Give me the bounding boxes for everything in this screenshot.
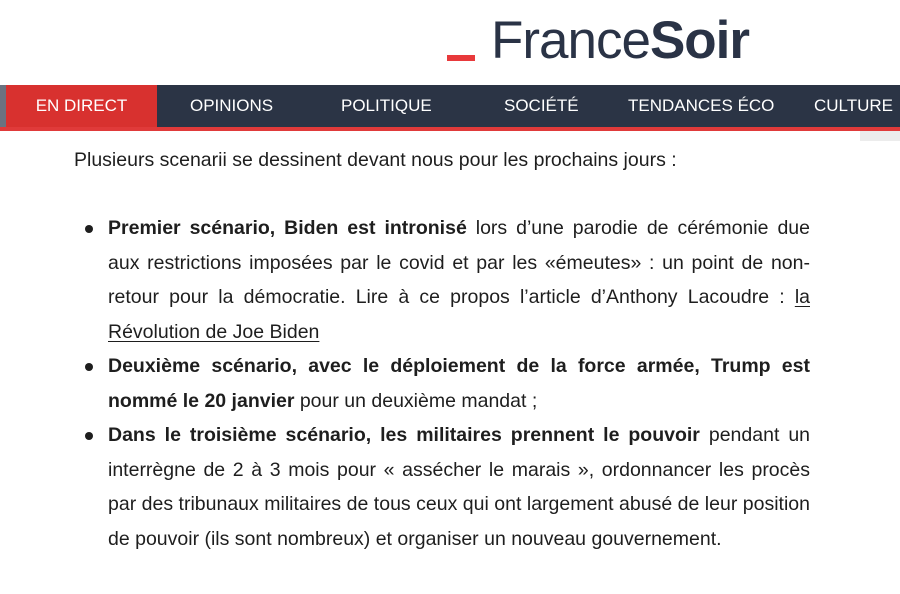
- nav-item-opinions[interactable]: OPINIONS: [190, 96, 274, 115]
- list-item: [74, 349, 810, 418]
- scenario-list: [74, 211, 810, 556]
- nav-item-culture[interactable]: CULTURE: [814, 96, 894, 115]
- scenario-3-title: Dans le troisième scénario, les militaires prennent le pouvoir: [108, 424, 700, 446]
- main-nav: [0, 85, 900, 131]
- bullet-icon: [85, 432, 93, 440]
- bullet-icon: [85, 225, 93, 233]
- scenario-2-text: pour un deuxième mandat ;: [294, 389, 538, 412]
- nav-item-en-direct[interactable]: EN DIRECT: [6, 85, 157, 127]
- article-link[interactable]: la Révolution de Joe Biden: [108, 286, 810, 343]
- francesoir-logo[interactable]: [447, 6, 749, 72]
- logo-text-france: France: [491, 11, 650, 70]
- scroll-tab: [860, 131, 900, 141]
- article-body: [74, 143, 810, 556]
- article-intro: Plusieurs scenarii se dessinent devant nous pour les prochains jours :: [74, 149, 677, 171]
- nav-item-tendances-eco[interactable]: TENDANCES ÉCO: [628, 96, 775, 115]
- nav-item-societe[interactable]: SOCIÉTÉ: [504, 96, 579, 115]
- nav-item-politique[interactable]: POLITIQUE: [341, 96, 432, 115]
- scenario-3-text: pendant un interrègne de 2 à 3 mois pour « assécher le marais », ordonnancer les procès par des tribunaux militaires de tous ceux qui ont largement abusé de leur position de pouvoir (ils sont nombreux) et organiser un nouveau gouvernement.: [108, 424, 811, 550]
- scenario-2-title: Deuxième scénario, avec le déploiement de la force armée, Trump est nommé le 20 janvier: [108, 355, 810, 412]
- scenario-1-text: lors d’une parodie de cérémonie due aux restrictions imposées par le covid et par les «émeutes» : un point de non-retour pour la démocratie. Lire à ce propos l’article d’Anthony Lacoudre :: [108, 217, 811, 308]
- scenario-1-title: Premier scénario, Biden est intronisé: [108, 217, 467, 239]
- bullet-icon: [85, 363, 93, 371]
- site-header: [0, 0, 900, 85]
- list-item: [74, 418, 810, 556]
- list-item: [74, 211, 810, 349]
- nav-left-edge: [0, 85, 6, 127]
- logo-text-soir: Soir: [649, 11, 750, 70]
- logo-red-bar: [447, 55, 475, 61]
